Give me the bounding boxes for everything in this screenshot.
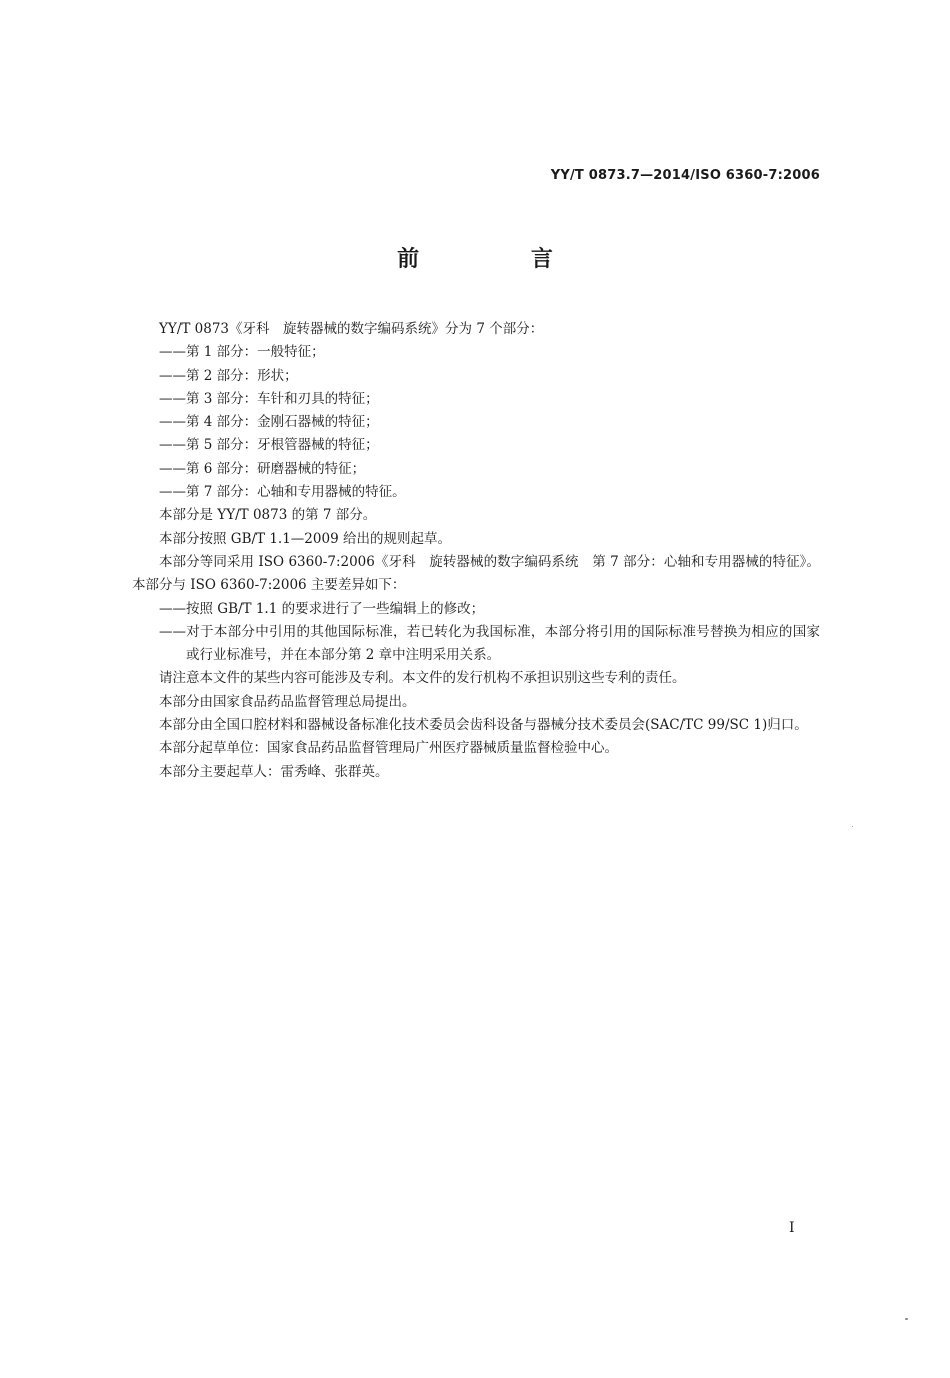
part-list-item-2: ——第 2 部分：形状； — [159, 367, 298, 384]
part-list-item-4: ——第 4 部分：金刚石器械的特征； — [159, 414, 379, 431]
page-number: I — [789, 1220, 795, 1236]
part-list-item-6: ——第 6 部分：研磨器械的特征； — [159, 460, 366, 477]
part-list-item-1: ——第 1 部分：一般特征； — [159, 344, 325, 361]
drafters-paragraph: 本部分主要起草人：雷秀峰、张群英。 — [159, 763, 389, 780]
part-list-item-7: ——第 7 部分：心轴和专用器械的特征。 — [159, 484, 406, 501]
difference-item-1: ——按照 GB/T 1.1 的要求进行了一些编辑上的修改； — [159, 600, 485, 617]
page-title: 前 言 — [397, 247, 605, 272]
this-part-paragraph: 本部分是 YY/T 0873 的第 7 部分。 — [159, 507, 377, 524]
part-list-item-5: ——第 5 部分：牙根管器械的特征； — [159, 437, 379, 454]
adoption-paragraph: 本部分等同采用 ISO 6360-7:2006《牙科 旋转器械的数字编码系统 第 7 部分：心轴和专用器械的特征》。本部分与 ISO 6360-7:2006 主要差异如下： — [132, 553, 820, 594]
drafting-unit-paragraph: 本部分起草单位：国家食品药品监督管理局广州医疗器械质量监督检验中心。 — [159, 740, 618, 757]
patent-notice-paragraph: 请注意本文件的某些内容可能涉及专利。本文件的发行机构不承担识别这些专利的责任。 — [159, 670, 686, 687]
proposed-by-paragraph: 本部分由国家食品药品监督管理总局提出。 — [159, 693, 416, 710]
centralized-by-paragraph: 本部分由全国口腔材料和器械设备标准化技术委员会齿科设备与器械分技术委员会(SAC/TC 99/SC 1)归口。 — [159, 717, 808, 734]
drafting-rule-paragraph: 本部分按照 GB/T 1.1—2009 给出的规则起草。 — [159, 530, 451, 547]
part-list-item-3: ——第 3 部分：车针和刃具的特征； — [159, 390, 379, 407]
foreword-body — [132, 318, 820, 784]
intro-paragraph: YY/T 0873《牙科 旋转器械的数字编码系统》分为 7 个部分： — [159, 321, 544, 337]
scan-speck — [905, 1318, 908, 1320]
scan-speck — [852, 826, 853, 827]
standard-number-header: YY/T 0873.7—2014/ISO 6360-7:2006 — [550, 168, 820, 183]
difference-item-2: ——对于本部分中引用的其他国际标准，若已转化为我国标准，本部分将引用的国际标准号替换为相应的国家或行业标准号，并在本部分第 2 章中注明采用关系。 — [159, 623, 820, 664]
